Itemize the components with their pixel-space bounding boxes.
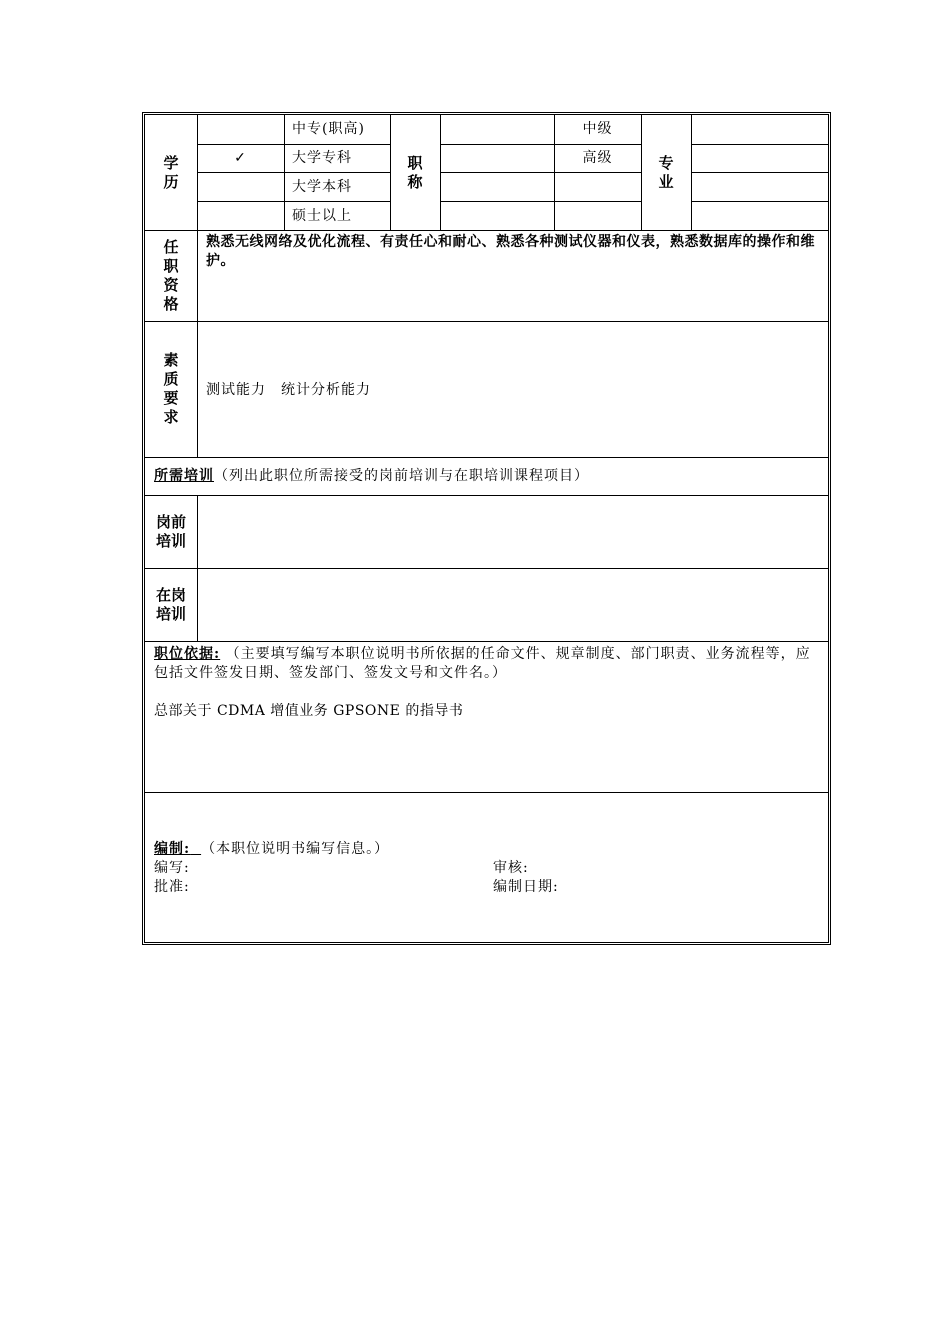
on-job-training-label: 在岗 培训 — [155, 585, 186, 623]
education-level: 硕士以上 — [292, 208, 352, 224]
divider — [197, 201, 390, 202]
basis-heading: 职位依据: — [154, 646, 221, 662]
education-level: 大学本科 — [292, 179, 352, 195]
compile-heading: 编制: — [154, 841, 191, 857]
education-level: 中专(职高) — [292, 121, 365, 137]
training-heading-row — [154, 467, 589, 486]
divider — [197, 172, 390, 173]
quality-text: 测试能力 统计分析能力 — [206, 382, 371, 398]
compile-heading-row — [154, 840, 389, 859]
divider — [691, 172, 828, 173]
divider — [440, 144, 641, 145]
reviewer-label: 审核: — [493, 860, 529, 876]
title-grade: 中级 — [582, 121, 613, 137]
education-check[interactable]: ✓ — [234, 150, 247, 166]
pre-job-training-label: 岗前 培训 — [155, 512, 186, 550]
basis-content: 总部关于 CDMA 增值业务 GPSONE 的指导书 — [154, 703, 464, 719]
divider — [691, 144, 828, 145]
basis-note: （主要填写编写本职位说明书所依据的任命文件、规章制度、部门职责、业务流程等，应包括文件签发日期、签发部门、签发文号和文件名。） — [154, 646, 811, 681]
divider — [145, 792, 828, 793]
compile-date-label: 编制日期: — [493, 879, 559, 895]
job-description-form — [144, 114, 829, 943]
education-label: 学 历 — [163, 153, 179, 191]
divider — [145, 568, 828, 569]
basis-block — [154, 645, 820, 683]
qualification-label: 任 职 资 格 — [163, 237, 179, 313]
divider — [197, 144, 390, 145]
approver-label: 批准: — [154, 879, 190, 895]
title-grade: 高级 — [582, 150, 613, 166]
training-heading: 所需培训 — [154, 468, 214, 484]
major-label: 专 业 — [658, 153, 674, 191]
quality-label: 素 质 要 求 — [163, 351, 179, 426]
training-note: （列出此职位所需接受的岗前培训与在职培训课程项目） — [214, 468, 589, 484]
compile-note: （本职位说明书编写信息。） — [201, 841, 390, 857]
divider — [440, 172, 641, 173]
divider — [145, 495, 828, 496]
qualification-text: 熟悉无线网络及优化流程、有责任心和耐心、熟悉各种测试仪器和仪表，熟悉数据库的操作和维护。 — [206, 234, 815, 269]
divider — [145, 321, 828, 322]
writer-label: 编写: — [154, 860, 190, 876]
divider — [145, 230, 828, 231]
title-rank-label: 职 称 — [407, 153, 423, 191]
education-level: 大学专科 — [292, 150, 352, 166]
divider — [145, 641, 828, 642]
divider — [197, 230, 198, 458]
divider — [440, 201, 641, 202]
divider — [145, 457, 828, 458]
divider — [691, 201, 828, 202]
